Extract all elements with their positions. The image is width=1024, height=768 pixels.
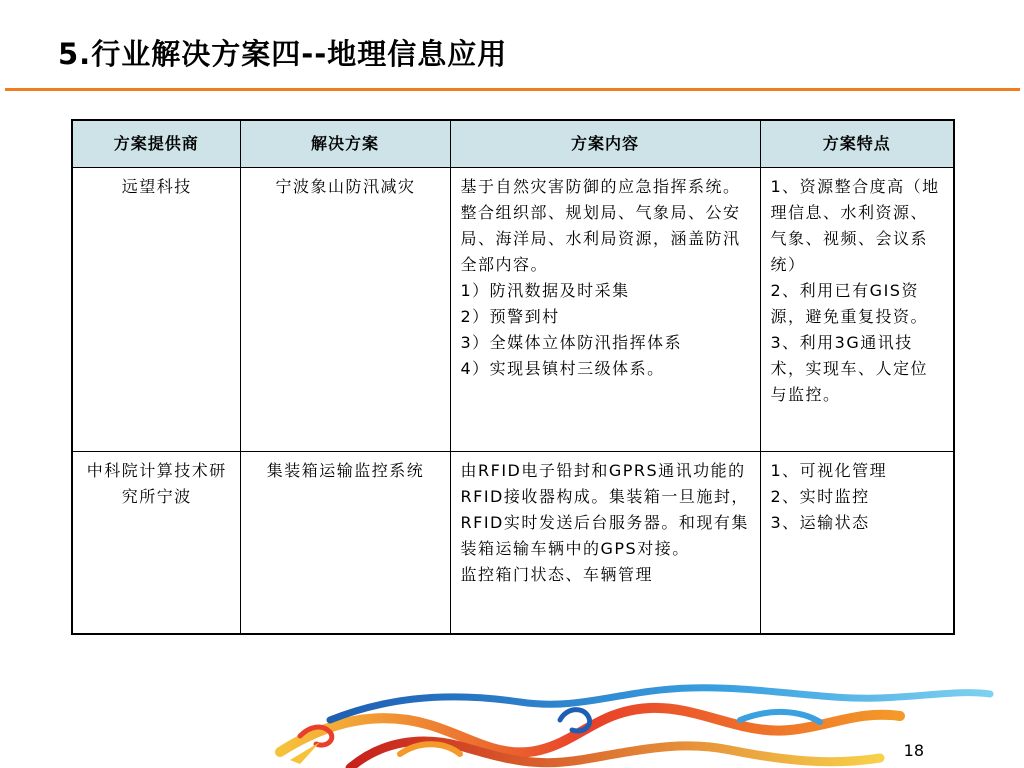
- cell-content: [450, 168, 760, 452]
- content-line: 监控箱门状态、车辆管理: [460, 565, 654, 584]
- table-row: [72, 168, 954, 452]
- decorative-swirl-icon: [0, 680, 1024, 768]
- title-divider: [5, 88, 1020, 91]
- content-line: 由RFID电子铅封和GPRS通讯功能的RFID接收器构成。集装箱一旦施封，RFID实时发送后台服务器。和现有集装箱运输车辆中的GPS对接。: [460, 461, 749, 558]
- content-line: 4）实现县镇村三级体系。: [460, 359, 665, 378]
- table-row: [72, 452, 954, 634]
- swirl-ribbon: [740, 712, 820, 722]
- cell-solution: 宁波象山防汛减灾: [240, 168, 450, 452]
- cell-content: [450, 452, 760, 634]
- header-content: 方案内容: [450, 120, 760, 168]
- feature-line: 3、运输状态: [770, 513, 870, 532]
- cell-provider: 中科院计算技术研究所宁波: [72, 452, 240, 634]
- cell-features: [760, 452, 954, 634]
- page-title: 5.行业解决方案四--地理信息应用: [58, 37, 508, 71]
- solution-table: [71, 119, 955, 635]
- header-provider: 方案提供商: [72, 120, 240, 168]
- cell-features: [760, 168, 954, 452]
- table-header-row: [72, 120, 954, 168]
- cell-provider: 远望科技: [72, 168, 240, 452]
- swirl-ribbon: [400, 744, 460, 754]
- solution-table-container: [71, 119, 953, 635]
- page-number: 18: [903, 741, 924, 760]
- feature-line: 3、利用3G通讯技术，实现车、人定位与监控。: [770, 333, 929, 404]
- content-line: 3）全媒体立体防汛指挥体系: [460, 333, 683, 352]
- feature-line: 1、可视化管理: [770, 461, 888, 480]
- header-solution: 解决方案: [240, 120, 450, 168]
- cell-solution: 集装箱运输监控系统: [240, 452, 450, 634]
- feature-line: 2、实时监控: [770, 487, 870, 506]
- content-line: 2）预警到村: [460, 307, 560, 326]
- feature-line: 1、资源整合度高（地理信息、水利资源、气象、视频、会议系统）: [770, 177, 940, 274]
- feature-line: 2、利用已有GIS资源，避免重复投资。: [770, 281, 929, 326]
- swirl-ribbon: [560, 710, 590, 731]
- content-line: 1）防汛数据及时采集: [460, 281, 630, 300]
- header-features: 方案特点: [760, 120, 954, 168]
- content-line: 基于自然灾害防御的应急指挥系统。整合组织部、规划局、气象局、公安局、海洋局、水利局资源，涵盖防汛全部内容。: [460, 177, 741, 274]
